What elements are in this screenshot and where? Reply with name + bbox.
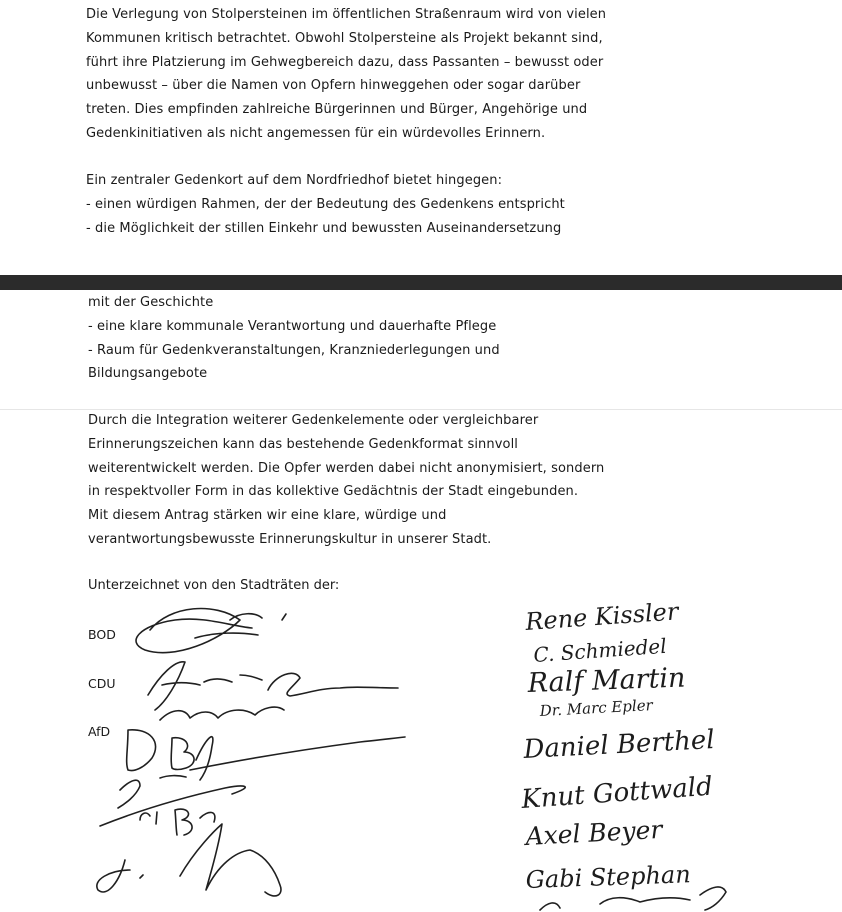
paragraph-integration bbox=[88, 409, 604, 552]
paragraph-continuation bbox=[88, 291, 500, 386]
text-line: treten. Dies empfinden zahlreiche Bürgerinnen und Bürger, Angehörige und bbox=[86, 102, 588, 118]
signature-scribble bbox=[136, 609, 262, 653]
signature-name: Rene Kissler bbox=[524, 597, 680, 636]
paragraph-stolpersteine bbox=[86, 3, 606, 146]
signatories-heading: Unterzeichnet von den Stadträten der: bbox=[88, 578, 340, 593]
text-line: unbewusst – über die Namen von Opfern hinweggehen oder sogar darüber bbox=[86, 78, 581, 94]
text-line: Die Verlegung von Stolpersteinen im öffentlichen Straßenraum wird von vielen bbox=[86, 7, 607, 22]
text-line: Bildungsangebote bbox=[88, 366, 208, 382]
text-line: Durch die Integration weiterer Gedenkelemente oder vergleichbarer bbox=[88, 413, 539, 428]
signature-scribble bbox=[127, 730, 213, 780]
text-line: verantwortungsbewusste Erinnerungskultur in unserer Stadt. bbox=[88, 531, 492, 547]
page-separator bbox=[0, 275, 842, 290]
text-line: Kommunen kritisch betrachtet. Obwohl Stolpersteine als Projekt bekannt sind, bbox=[86, 30, 603, 46]
signature-name: Axel Beyer bbox=[524, 814, 664, 851]
text-line: weiterentwickelt werden. Die Opfer werden dabei nicht anonymisiert, sondern bbox=[88, 460, 605, 476]
right-signatures bbox=[519, 597, 726, 910]
signature-scribble bbox=[282, 614, 286, 620]
bullet-item: - die Möglichkeit der stillen Einkehr und bewussten Auseinandersetzung bbox=[86, 220, 562, 236]
signature-name: C. Schmiedel bbox=[532, 633, 668, 667]
text-line: in respektvoller Form in das kollektive Gedächtnis der Stadt eingebunden. bbox=[88, 484, 579, 500]
signature-scribble bbox=[160, 707, 284, 720]
signature-scribble bbox=[180, 824, 281, 896]
left-signatures bbox=[97, 609, 405, 896]
signature-name: Knut Gottwald bbox=[520, 771, 714, 815]
party-label-afd: AfD bbox=[88, 724, 111, 739]
signature-name: Gabi Stephan bbox=[525, 860, 692, 894]
signature-name: Ralf Martin bbox=[527, 662, 686, 699]
signature-scribble bbox=[97, 860, 143, 892]
text-line: Gedenkinitiativen als nicht angemessen für ein würdevolles Erinnern. bbox=[86, 125, 546, 141]
signature-scribble bbox=[190, 737, 405, 770]
paragraph-gedenkort bbox=[86, 169, 565, 240]
document-page-top bbox=[0, 0, 842, 275]
text-line: Ein zentraler Gedenkort auf dem Nordfriedhof bietet hingegen: bbox=[86, 173, 503, 188]
signature-name: Daniel Berthel bbox=[522, 725, 716, 765]
signature-scribble bbox=[540, 887, 726, 910]
bullet-item: - Raum für Gedenkveranstaltungen, Kranzniederlegungen und bbox=[88, 342, 500, 358]
bullet-item: - einen würdigen Rahmen, der der Bedeutung des Gedenkens entspricht bbox=[86, 196, 565, 212]
text-line: mit der Geschichte bbox=[88, 295, 214, 310]
signature-name: Dr. Marc Epler bbox=[539, 696, 654, 720]
signature-scribble bbox=[140, 809, 215, 835]
signature-scribble bbox=[100, 780, 245, 826]
text-line: führt ihre Platzierung im Gehwegbereich dazu, dass Passanten – bewusst oder bbox=[86, 54, 604, 70]
bullet-item: - eine klare kommunale Verantwortung und dauerhafte Pflege bbox=[88, 318, 497, 334]
party-label-cdu: CDU bbox=[88, 676, 116, 691]
text-line: Erinnerungszeichen kann das bestehende Gedenkformat sinnvoll bbox=[88, 436, 518, 452]
document-page-bottom bbox=[0, 290, 842, 912]
signature-scribble bbox=[268, 673, 398, 696]
text-line: Mit diesem Antrag stärken wir eine klare, würdige und bbox=[88, 508, 447, 524]
party-label-bod: BOD bbox=[88, 627, 116, 642]
signature-scribble bbox=[148, 662, 262, 710]
